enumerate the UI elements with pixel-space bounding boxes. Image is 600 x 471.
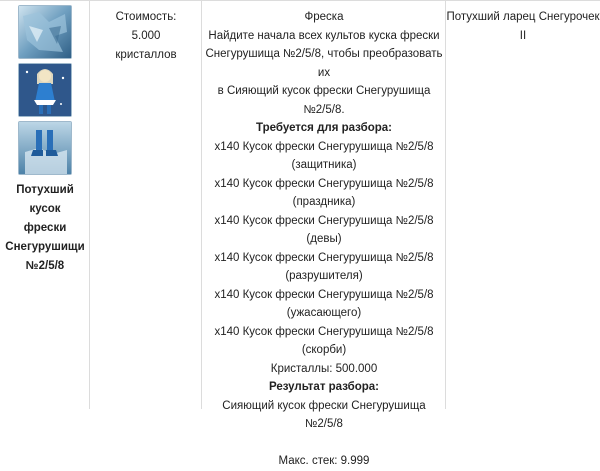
snow-maiden-figure-image[interactable] <box>18 63 72 117</box>
fresco-fragment-image[interactable] <box>18 5 72 59</box>
source-line: Потухший ларец Снегурочек <box>446 11 600 23</box>
source-line: II <box>519 30 527 42</box>
requirement-cult: (девы) <box>306 233 342 245</box>
fresco-legs-image[interactable] <box>18 121 72 175</box>
item-description <box>202 8 446 471</box>
item-name-line: №2/5/8 <box>25 260 65 272</box>
description-line: в Сияющий кусок фрески Снегурушища <box>217 85 431 97</box>
source-cell <box>446 1 600 409</box>
item-thumbnails <box>18 5 72 179</box>
item-name <box>0 181 90 276</box>
description-line: №2/5/8. <box>303 103 345 116</box>
item-source <box>446 8 600 46</box>
result-item: Сияющий кусок фрески Снегурушища №2/5/8 <box>222 399 426 430</box>
requirement-item: x140 Кусок фрески Снегурушища №2/5/8 <box>214 140 434 153</box>
description-cell <box>202 1 446 467</box>
cost-amount: 5.000 <box>131 30 161 42</box>
item-name-line: Потухший кусок <box>16 184 74 215</box>
requirement-header: Требуется для разбора: <box>256 122 392 134</box>
item-name-line: Снегурушищи <box>5 241 85 253</box>
requirement-cult: (разрушителя) <box>285 270 363 282</box>
cost-label: Стоимость: <box>115 11 177 23</box>
requirement-item: x140 Кусок фрески Снегурушища №2/5/8 <box>214 288 434 301</box>
requirement-item: x140 Кусок фрески Снегурушища №2/5/8 <box>214 251 434 264</box>
requirement-item: x140 Кусок фрески Снегурушища №2/5/8 <box>214 214 434 227</box>
requirement-cult: (праздника) <box>292 196 356 208</box>
result-header: Результат разбора: <box>268 381 380 393</box>
spacer <box>202 434 446 453</box>
requirement-cult: (защитника) <box>291 159 357 171</box>
crystals-requirement: Кристаллы: 500.000 <box>270 362 378 375</box>
item-name-line: фрески <box>23 222 67 234</box>
max-stack: Макс. стек: 9.999 <box>278 455 370 467</box>
requirement-item: x140 Кусок фрески Снегурушища №2/5/8 <box>214 325 434 338</box>
item-icon-cell <box>0 1 90 409</box>
cost-cell <box>90 1 202 409</box>
item-type: Фреска <box>304 11 344 23</box>
requirement-item: x140 Кусок фрески Снегурушища №2/5/8 <box>214 177 434 190</box>
description-line: Найдите начала всех культов куска фрески <box>208 29 440 42</box>
cost-unit: кристаллов <box>115 49 177 61</box>
requirement-cult: (скорби) <box>301 344 347 356</box>
cost-info <box>90 8 202 65</box>
requirement-cult: (ужасающего) <box>286 307 362 319</box>
description-line: Снегурушища №2/5/8, чтобы преобразовать их <box>205 48 443 79</box>
